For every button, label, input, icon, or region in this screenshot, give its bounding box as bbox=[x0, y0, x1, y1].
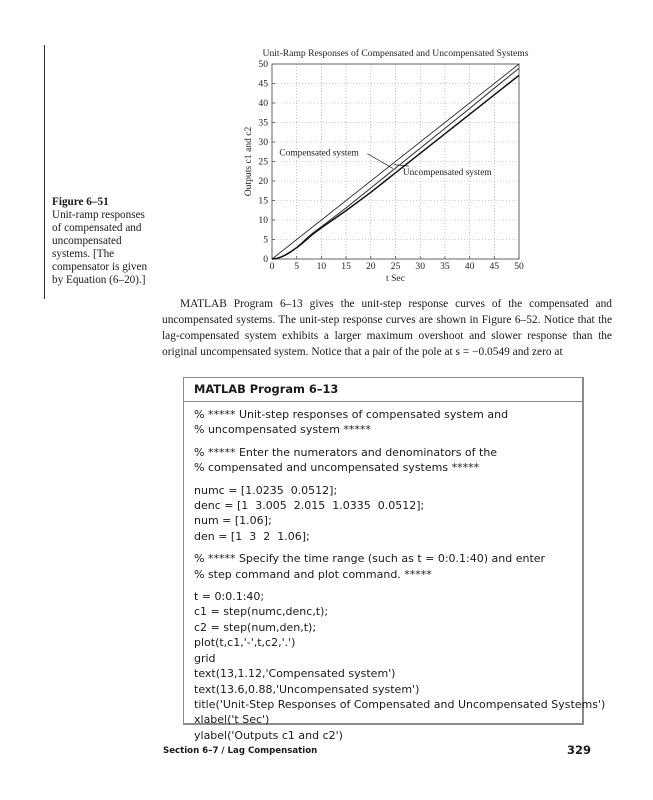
caption-line: uncompensated bbox=[52, 235, 122, 247]
y-tick-label: 50 bbox=[258, 59, 268, 71]
code-group bbox=[194, 407, 572, 438]
figure-number: Figure 6–51 bbox=[52, 196, 109, 208]
margin-rule bbox=[44, 45, 45, 299]
code-line: t = 0:0.1:40; bbox=[194, 590, 265, 604]
code-line: % compensated and uncompensated systems ***** bbox=[194, 461, 480, 475]
body-paragraph: MATLAB Program 6–13 gives the unit-step response curves of the compensated and uncompensated systems. The unit-step response curves are shown in Figure 6–52. Notice that the lag-compensated system exhibits a larger maximum overshoot and slower response than the original uncompensated system. Notice that a pair of the pole at s = −0.0549 and zero at bbox=[162, 298, 612, 358]
y-tick-label: 30 bbox=[258, 137, 268, 149]
chart-title: Unit-Ramp Responses of Compensated and Uncompensated Systems bbox=[262, 48, 529, 59]
code-line: % ***** Unit-step responses of compensated system and bbox=[194, 408, 509, 421]
code-group bbox=[194, 551, 572, 582]
x-tick-label: 25 bbox=[390, 261, 401, 272]
code-line: % step command and plot command. ***** bbox=[194, 567, 432, 581]
figure-caption bbox=[52, 196, 172, 287]
x-tick-label: 50 bbox=[514, 261, 524, 272]
y-tick-label: 25 bbox=[258, 156, 268, 168]
code-line: den = [1 3 2 1.06]; bbox=[194, 529, 310, 543]
code-line: text(13,1.12,'Compensated system') bbox=[194, 667, 396, 681]
code-line: % uncompensated system ***** bbox=[194, 423, 371, 437]
code-line: denc = [1 3.005 2.015 1.0335 0.0512]; bbox=[194, 499, 425, 513]
x-tick-label: 30 bbox=[415, 261, 425, 272]
matlab-program-box bbox=[183, 377, 606, 742]
annotation-arrow bbox=[367, 154, 393, 169]
y-tick-label: 35 bbox=[258, 117, 268, 129]
x-tick-label: 40 bbox=[464, 261, 475, 272]
y-axis-label: Outputs c1 and c2 bbox=[243, 126, 254, 197]
caption-line: by Equation (6–20).] bbox=[52, 274, 146, 286]
caption-line: Unit-ramp responses bbox=[52, 209, 145, 221]
caption-line: of compensated and bbox=[52, 222, 142, 234]
program-code bbox=[184, 402, 606, 743]
y-tick-label: 45 bbox=[258, 78, 268, 90]
code-line: text(13.6,0.88,'Uncompensated system') bbox=[194, 682, 420, 696]
body-text bbox=[162, 296, 612, 360]
code-line: plot(t,c1,'-',t,c2,'.') bbox=[194, 636, 296, 650]
x-tick-label: 5 bbox=[294, 261, 300, 272]
code-line: num = [1.06]; bbox=[194, 514, 272, 528]
ramp-response-chart bbox=[230, 44, 540, 290]
y-tick-label: 5 bbox=[263, 234, 268, 246]
y-tick-label: 10 bbox=[258, 215, 268, 227]
code-line: xlabel('t Sec') bbox=[194, 713, 270, 727]
x-tick-label: 35 bbox=[440, 261, 450, 272]
y-tick-label: 15 bbox=[258, 195, 268, 207]
code-line: grid bbox=[194, 651, 216, 665]
annotation-uncompensated: Uncompensated system bbox=[402, 168, 492, 179]
code-line: c2 = step(num,den,t); bbox=[194, 620, 317, 634]
code-line: ylabel('Outputs c1 and c2') bbox=[194, 728, 343, 742]
annotation-compensated: Compensated system bbox=[279, 148, 359, 159]
x-tick-label: 20 bbox=[366, 261, 376, 272]
chart-svg bbox=[230, 44, 540, 290]
code-line: % ***** Enter the numerators and denominators of the bbox=[194, 445, 498, 459]
x-tick-label: 45 bbox=[489, 261, 500, 272]
code-group bbox=[194, 589, 606, 743]
code-line: % ***** Specify the time range (such as t = 0:0.1:40) and enter bbox=[194, 552, 546, 566]
x-tick-label: 0 bbox=[269, 261, 275, 272]
figure-caption-text bbox=[52, 209, 172, 287]
y-tick-label: 0 bbox=[263, 254, 268, 266]
caption-line: systems. [The bbox=[52, 248, 115, 260]
x-tick-label: 10 bbox=[316, 261, 327, 272]
code-group bbox=[194, 445, 572, 476]
code-line: numc = [1.0235 0.0512]; bbox=[194, 483, 338, 497]
caption-line: compensator is given bbox=[52, 261, 148, 273]
program-title: MATLAB Program 6–13 bbox=[184, 378, 582, 402]
y-tick-label: 20 bbox=[258, 176, 268, 188]
code-line: title('Unit-Step Responses of Compensated and Uncompensated Systems') bbox=[194, 697, 606, 711]
x-axis-label: t Sec bbox=[386, 273, 405, 284]
code-line: c1 = step(numc,denc,t); bbox=[194, 605, 329, 619]
y-tick-label: 40 bbox=[258, 98, 268, 110]
code-group bbox=[194, 483, 572, 545]
footer-section: Section 6–7 / Lag Compensation bbox=[163, 746, 318, 756]
x-tick-label: 15 bbox=[341, 261, 351, 272]
page-number: 329 bbox=[567, 743, 592, 757]
